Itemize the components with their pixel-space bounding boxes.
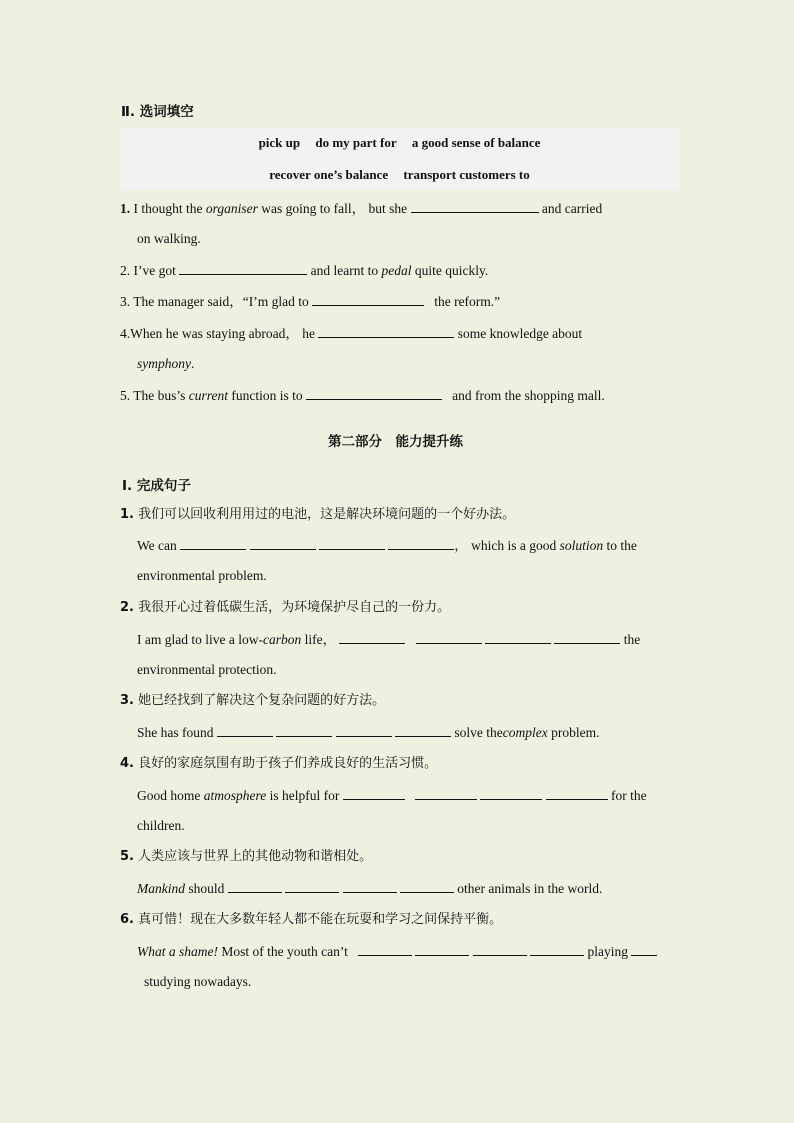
item-text: life， xyxy=(304,632,337,647)
item-text: Good home xyxy=(137,788,201,803)
answer-blank[interactable] xyxy=(228,879,282,893)
item-italic-word: current xyxy=(188,388,229,403)
chinese-prompt: 良好的家庭氛围有助于孩子们养成良好的生活习惯。 xyxy=(138,756,438,771)
word-option: a good sense of balance xyxy=(411,135,541,150)
answer-blank[interactable] xyxy=(312,292,424,306)
answer-blank[interactable] xyxy=(473,942,527,956)
item-text: . xyxy=(191,356,195,371)
exercise-item-4 xyxy=(120,324,679,343)
chinese-prompt: 人类应该与世界上的其他动物和谐相处。 xyxy=(138,849,373,864)
answer-blank[interactable] xyxy=(395,723,451,737)
answer-blank[interactable] xyxy=(339,630,405,644)
item-number: 6. xyxy=(120,912,134,927)
item-italic-word: pedal xyxy=(381,263,412,278)
answer-blank[interactable] xyxy=(416,630,482,644)
item-text: I’ve got xyxy=(133,263,176,278)
sentence-item-6-english xyxy=(137,942,657,961)
answer-blank[interactable] xyxy=(318,324,454,338)
exercise-item-5 xyxy=(120,386,605,405)
item-text: and carried xyxy=(541,201,603,216)
chinese-prompt: 我很开心过着低碳生活，为环境保护尽自己的一份力。 xyxy=(138,600,451,615)
item-text: playing xyxy=(587,944,628,959)
exercise-item-2 xyxy=(120,261,488,280)
word-bank-row-2 xyxy=(120,167,679,183)
chinese-prompt: 真可惜！现在大多数年轻人都不能在玩耍和学习之间保持平衡。 xyxy=(138,912,503,927)
item-italic-word: What a shame! xyxy=(137,944,218,959)
item-text: When he was staying abroad， he xyxy=(130,326,315,341)
item-italic-word: atmosphere xyxy=(203,788,267,803)
item-text: and learnt to xyxy=(310,263,379,278)
item-text: for the xyxy=(611,788,647,803)
item-number: 2. xyxy=(120,600,134,615)
answer-blank[interactable] xyxy=(546,786,608,800)
answer-blank[interactable] xyxy=(358,942,412,956)
item-text: I am glad to live a low- xyxy=(137,632,263,647)
sentence-item-4-continuation: children. xyxy=(137,818,185,833)
item-italic-word: Mankind xyxy=(137,881,185,896)
answer-blank[interactable] xyxy=(485,630,551,644)
item-text: ， which is a good xyxy=(454,538,557,553)
sentence-item-5-chinese xyxy=(120,848,372,866)
answer-blank[interactable] xyxy=(554,630,620,644)
item-text: problem. xyxy=(551,725,600,740)
exercise-item-3 xyxy=(120,292,500,311)
word-bank-row-1 xyxy=(120,135,679,151)
item-number: 1. xyxy=(120,201,131,216)
item-italic-word: organiser xyxy=(205,201,258,216)
part-two-title: 第二部分 能力提升练 xyxy=(328,434,463,450)
sentence-item-4-chinese xyxy=(120,755,437,773)
item-text: the reform.” xyxy=(434,294,501,309)
item-number: 2. xyxy=(120,263,131,278)
item-italic-word: carbon xyxy=(262,632,302,647)
answer-blank[interactable] xyxy=(388,536,454,550)
item-text: quite quickly. xyxy=(414,263,489,278)
item-text: to the xyxy=(606,538,637,553)
answer-blank[interactable] xyxy=(306,386,442,400)
sentence-item-3-chinese xyxy=(120,692,385,710)
answer-blank[interactable] xyxy=(343,879,397,893)
item-text: The manager said，“I’m glad to xyxy=(133,294,309,309)
sentence-item-1-english xyxy=(137,536,637,555)
item-number: 4. xyxy=(120,756,134,771)
word-option: transport customers to xyxy=(403,167,530,182)
answer-blank[interactable] xyxy=(285,879,339,893)
sentence-item-2-chinese xyxy=(120,599,450,617)
answer-blank[interactable] xyxy=(276,723,332,737)
answer-blank[interactable] xyxy=(217,723,273,737)
sentence-item-4-english xyxy=(137,786,647,805)
item-text: The bus’s xyxy=(133,388,186,403)
item-text: some knowledge about xyxy=(457,326,583,341)
sentence-item-1-continuation: environmental problem. xyxy=(137,568,267,583)
item-italic-word: symphony xyxy=(137,356,191,371)
sentence-item-3-english xyxy=(137,723,599,742)
word-option: do my part for xyxy=(315,135,397,150)
item-number: 5. xyxy=(120,849,134,864)
item-number: 3. xyxy=(120,294,131,309)
sentence-item-2-english xyxy=(137,630,640,649)
item-text: function is to xyxy=(231,388,303,403)
item-text: the xyxy=(623,632,641,647)
answer-blank[interactable] xyxy=(180,536,246,550)
answer-blank[interactable] xyxy=(250,536,316,550)
item-number: 3. xyxy=(120,693,134,708)
sentence-item-6-chinese xyxy=(120,911,502,929)
item-text: solve the xyxy=(454,725,503,740)
section-title-word-filling: Ⅱ. 选词填空 xyxy=(121,104,194,120)
item-number: 4. xyxy=(120,326,131,341)
answer-blank[interactable] xyxy=(336,723,392,737)
item-text: was going to fall， but she xyxy=(261,201,408,216)
item-text: Most of the youth can’t xyxy=(221,944,348,959)
answer-blank[interactable] xyxy=(411,199,539,213)
sentence-item-2-continuation: environmental protection. xyxy=(137,662,277,677)
answer-blank[interactable] xyxy=(480,786,542,800)
answer-blank[interactable] xyxy=(415,942,469,956)
word-bank-box xyxy=(120,128,679,190)
word-option: recover one’s balance xyxy=(269,167,389,182)
item-text: We can xyxy=(137,538,177,553)
item-text: other animals in the world. xyxy=(457,881,603,896)
item-italic-word: solution xyxy=(559,538,604,553)
exercise-item-4-continuation xyxy=(137,355,194,373)
answer-blank[interactable] xyxy=(400,879,454,893)
answer-blank[interactable] xyxy=(343,786,405,800)
item-text: should xyxy=(188,881,225,896)
item-number: 5. xyxy=(120,388,131,403)
sentence-item-5-english xyxy=(137,879,602,898)
answer-blank[interactable] xyxy=(415,786,477,800)
item-number: 1. xyxy=(120,507,134,522)
answer-blank[interactable] xyxy=(631,942,657,956)
exercise-item-1-continuation: on walking. xyxy=(137,231,201,246)
item-text: I thought the xyxy=(133,201,203,216)
chinese-prompt: 我们可以回收利用用过的电池，这是解决环境问题的一个好办法。 xyxy=(138,507,516,522)
answer-blank[interactable] xyxy=(319,536,385,550)
sentence-item-6-continuation: studying nowadays. xyxy=(144,974,252,989)
sentence-item-1-chinese xyxy=(120,506,515,524)
item-text: and from the shopping mall. xyxy=(452,388,605,403)
item-text: is helpful for xyxy=(269,788,340,803)
word-option: pick up xyxy=(258,135,301,150)
exercise-item-1 xyxy=(120,199,679,218)
section-title-complete-sentences: Ⅰ. 完成句子 xyxy=(122,478,191,494)
chinese-prompt: 她已经找到了解决这个复杂问题的好方法。 xyxy=(138,693,386,708)
answer-blank[interactable] xyxy=(530,942,584,956)
answer-blank[interactable] xyxy=(179,261,307,275)
item-italic-word: complex xyxy=(502,725,548,740)
item-text: She has found xyxy=(137,725,214,740)
